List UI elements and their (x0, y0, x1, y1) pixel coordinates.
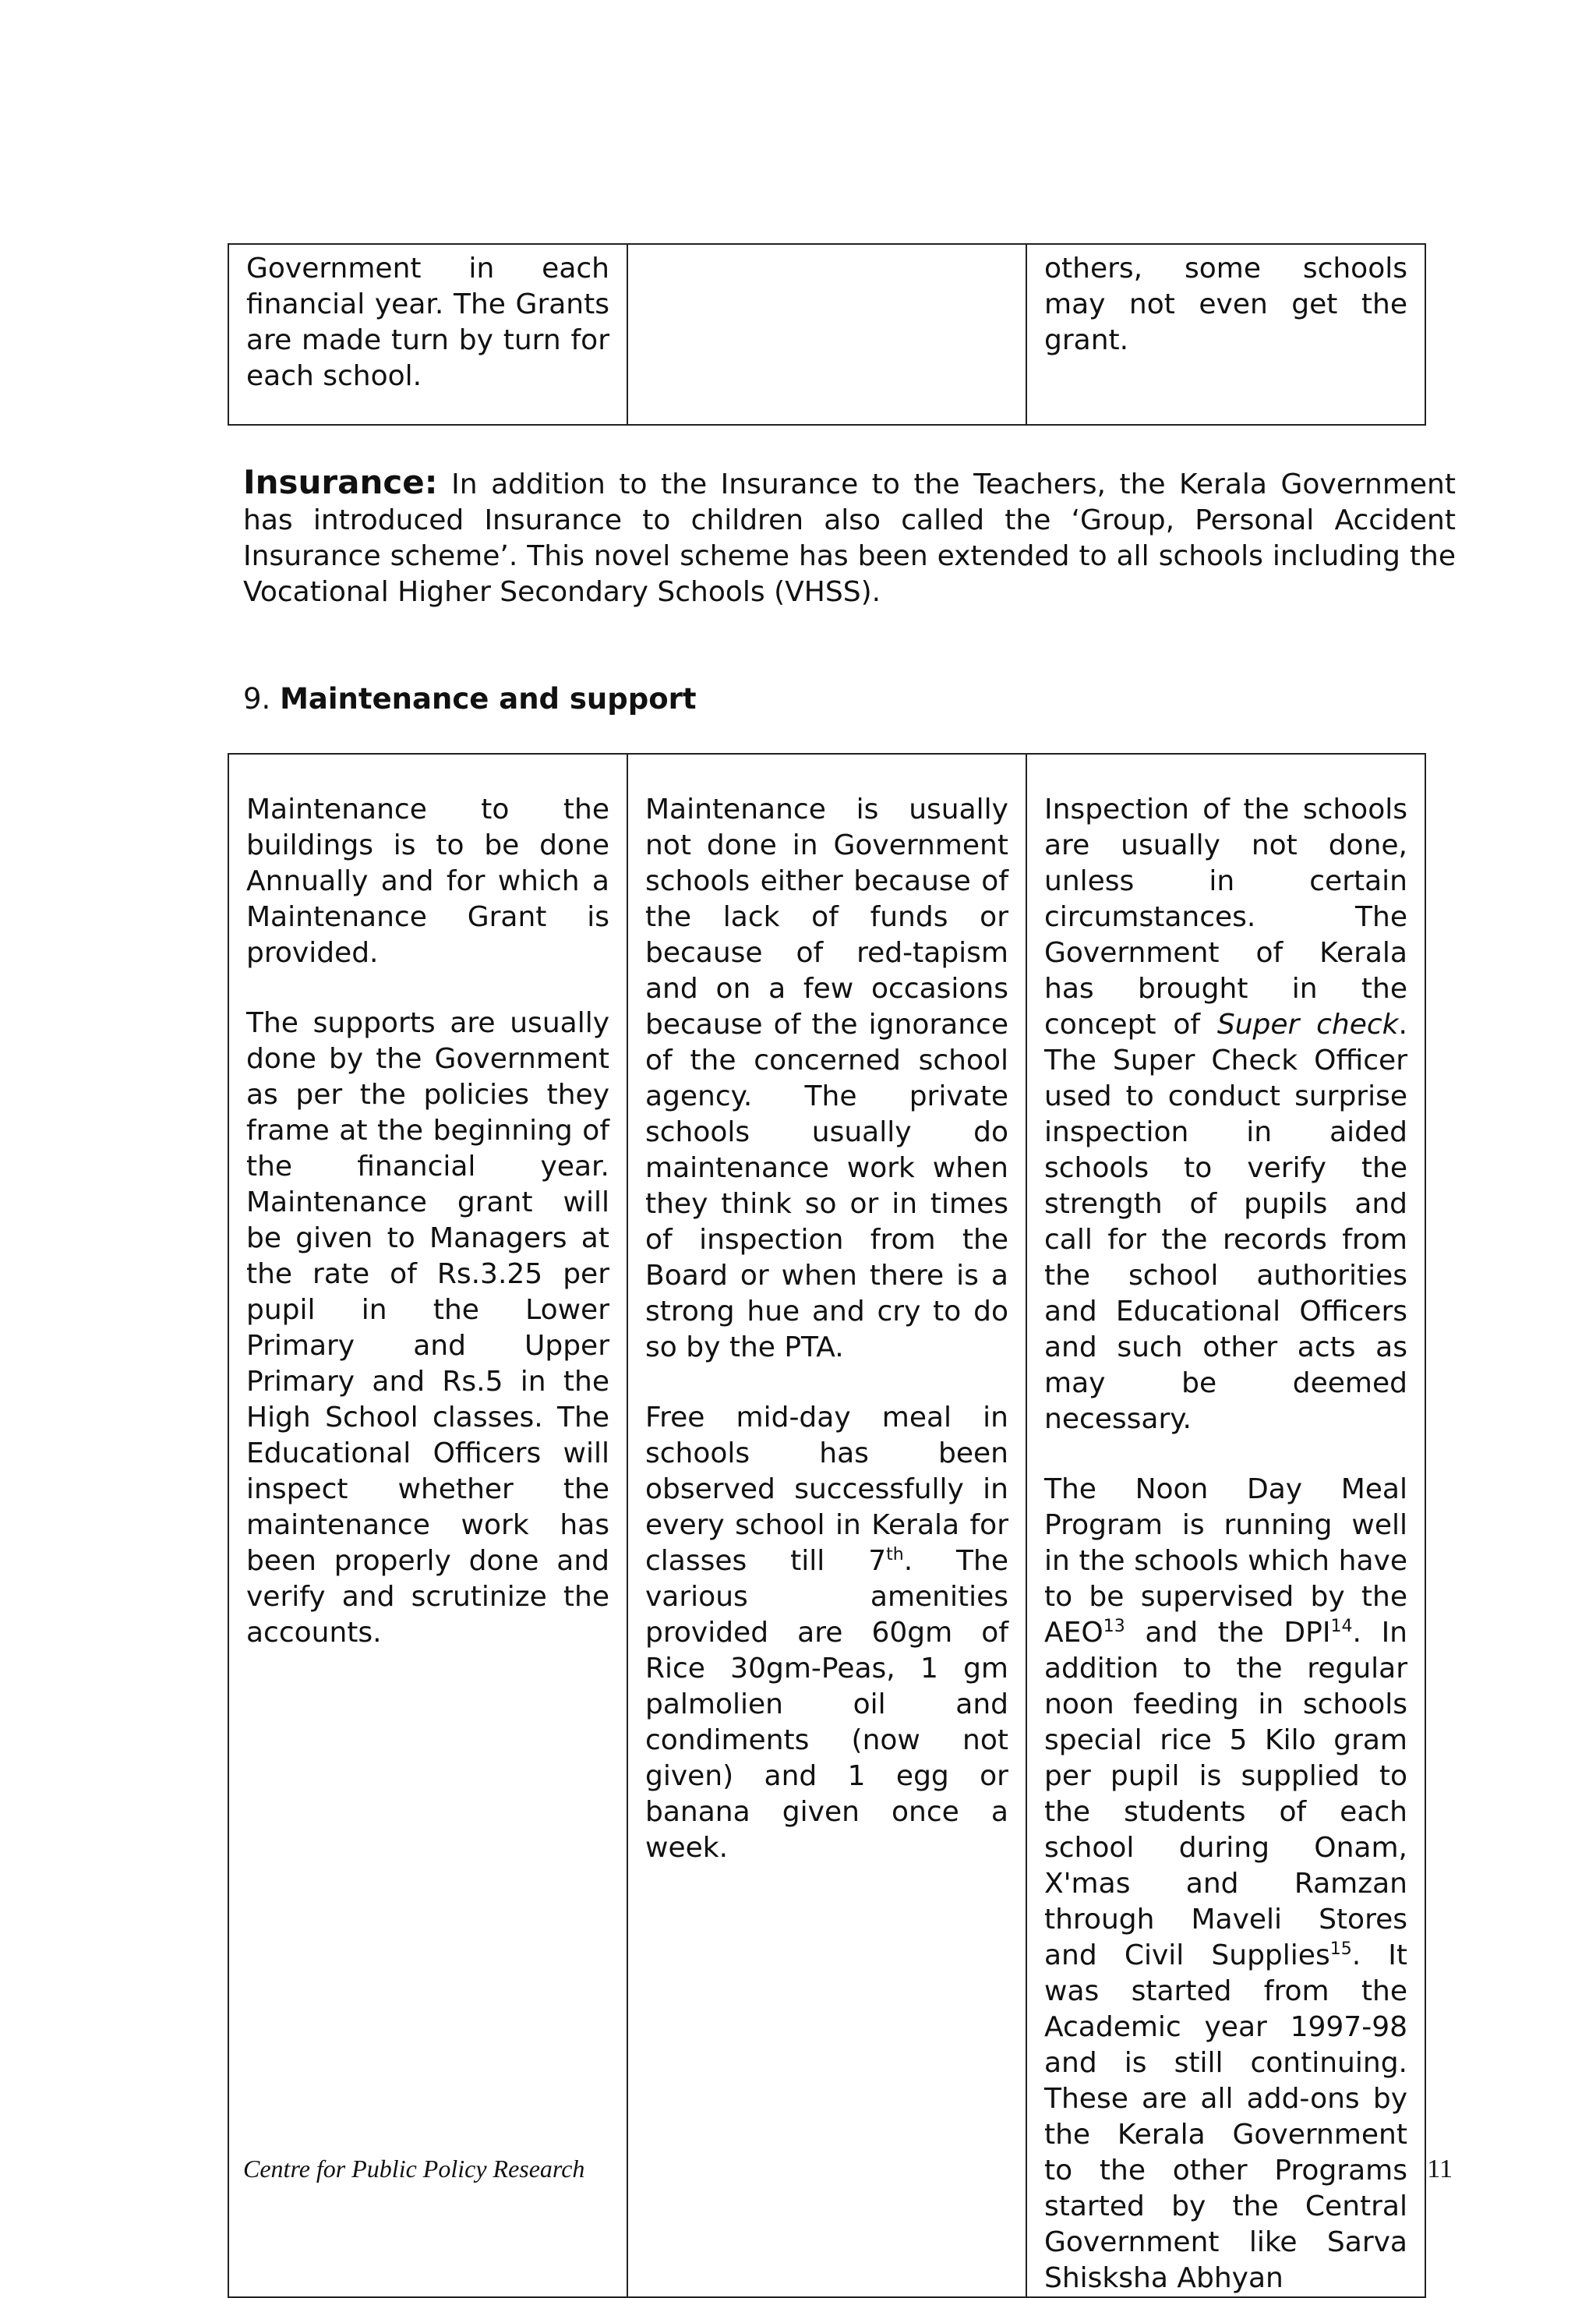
footnote-ref-14: 14 (1330, 1617, 1353, 1636)
table-row (228, 244, 1425, 425)
cell-paragraph: Maintenance to the buildings is to be done Annually and for which a Maintenance Grant is provided. (246, 794, 609, 969)
section-title: Maintenance and support (280, 682, 697, 716)
grant-table-continuation (228, 243, 1426, 426)
cell-paragraph (1044, 792, 1407, 1437)
section-number: 9. (243, 682, 271, 716)
table-cell (1026, 244, 1425, 425)
page-number: 11 (1427, 2155, 1453, 2183)
insurance-lead: Insurance: (243, 463, 438, 501)
insurance-paragraph (243, 465, 1456, 610)
emphasis: Super check (1216, 1009, 1399, 1041)
text-run: . The Super Check Officer used to conduct surprise inspection in aided schools to verify the strength of pupils and call for the records from the school authorities and Educational Officers and such other acts as may be deemed necessary. (1044, 1009, 1407, 1435)
cell-text: others, some schools may not even get the grant. (1044, 253, 1407, 356)
section-heading (243, 681, 697, 717)
text-run: Inspection of the schools are usually not done, unless in certain circumstances. The Government of Kerala has brought in the concept of (1044, 794, 1407, 1041)
text-run: Free mid-day meal in schools has been observed successfully in every school in Kerala for classes till 7 (645, 1402, 1008, 1577)
text-run: . In addition to the regular noon feeding in schools special rice 5 Kilo gram per pupil is supplied to the students of each school during Onam, X'mas and Ramzan through Maveli Stores and Civil Supplies (1044, 1617, 1407, 1971)
cell-text: Government in each financial year. The Grants are made turn by turn for each school. (246, 253, 609, 392)
text-run: . The various amenities provided are 60gm of Rice 30gm-Peas, 1 gm palmolien oil and condiments (now not given) and 1 egg or banana given once a week. (645, 1545, 1009, 1864)
footnote-ref-13: 13 (1103, 1617, 1125, 1636)
maintenance-table (228, 753, 1426, 2298)
footer-organization: Centre for Public Policy Research (243, 2155, 585, 2183)
text-run: . It was started from the Academic year 1997-98 and is still continuing. These are all add-ons by the Kerala Government to the other Programs started by the Central Government like Sarva Shisksha Abhyan (1044, 1939, 1407, 2294)
table-cell-practice (627, 754, 1026, 2297)
table-cell (627, 244, 1026, 425)
superscript: th (886, 1545, 904, 1564)
cell-paragraph (645, 1400, 1008, 1866)
table-cell-observation (1026, 754, 1425, 2297)
cell-paragraph (1044, 1472, 1407, 2296)
table-cell-policy (228, 754, 627, 2297)
table-cell (228, 244, 627, 425)
cell-paragraph: The supports are usually done by the Government as per the policies they frame at the beginning of the financial year. Maintenance grant will be given to Managers at the rate of Rs.3.25 per pupil in the Lower Primary and Upper Primary and Rs.5 in the High School classes. The Educational Officers will inspect whether the maintenance work has been properly done and verify and scrutinize the accounts. (246, 1007, 609, 1649)
table-row (228, 754, 1425, 2297)
footnote-ref-15: 15 (1329, 1939, 1352, 1959)
text-run: and the DPI (1125, 1617, 1331, 1649)
insurance-text: In addition to the Insurance to the Teachers, the Kerala Government has introduced Insurance to children also called the ‘Group, Personal Accident Insurance scheme’. This novel scheme has been extended to all schools including the Vocational Higher Secondary Schools (VHSS). (243, 468, 1456, 608)
cell-paragraph: Maintenance is usually not done in Government schools either because of the lack of funds or because of red-tapism and on a few occasions because of the ignorance of the concerned school agency. The private schools usually do maintenance work when they think so or in times of inspection from the Board or when there is a strong hue and cry to do so by the PTA. (645, 794, 1008, 1363)
text-run: The Noon Day Meal Program is running well in the schools which have to be supervised by the AEO (1044, 1473, 1407, 1649)
